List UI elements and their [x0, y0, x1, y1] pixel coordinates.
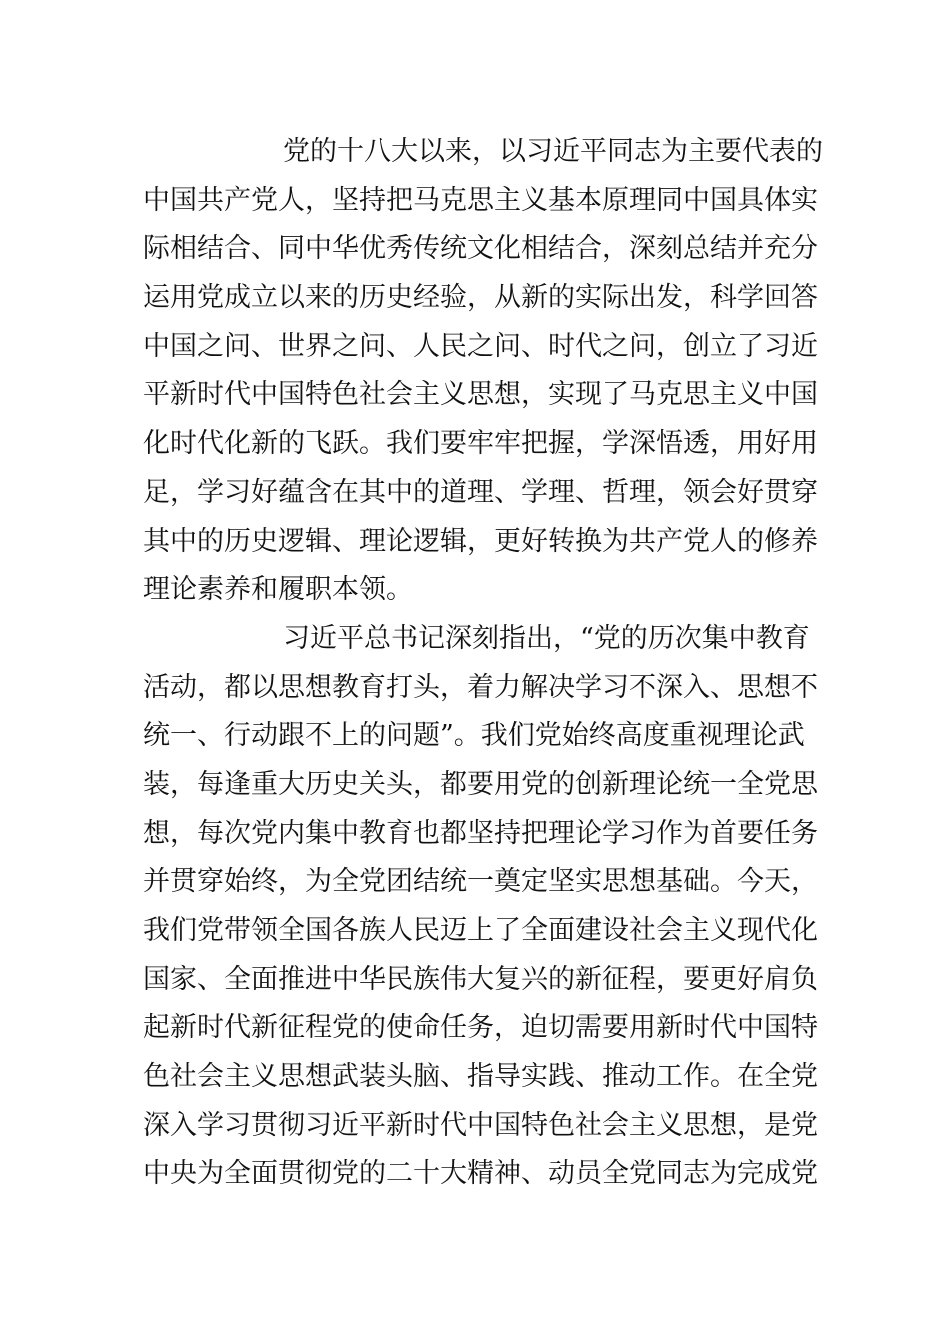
text-line: 活动，都以思想教育打头，着力解决学习不深入、思想不 — [143, 671, 818, 703]
text-line: 其中的历史逻辑、理论逻辑，更好转换为共产党人的修养 — [143, 525, 818, 557]
text-line: 化时代化新的飞跃。我们要牢牢把握，学深悟透，用好用 — [143, 428, 818, 460]
text-line: 中国之问、世界之问、人民之问、时代之问，创立了习近 — [143, 330, 818, 362]
paragraph-1 — [143, 128, 823, 615]
text-line: 中央为全面贯彻党的二十大精神、动员全党同志为完成党 — [143, 1158, 818, 1190]
text-line: 足，学习好蕴含在其中的道理、学理、哲理，领会好贯穿 — [143, 476, 818, 508]
text-line: 色社会主义思想武装头脑、指导实践、推动工作。在全党 — [143, 1061, 818, 1093]
text-line: 运用党成立以来的历史经验，从新的实际出发，科学回答 — [143, 282, 818, 314]
text-line: 我们党带领全国各族人民迈上了全面建设社会主义现代化 — [143, 915, 818, 946]
text-line: 国家、全面推进中华民族伟大复兴的新征程，要更好肩负 — [143, 963, 818, 995]
text-line: 深入学习贯彻习近平新时代中国特色社会主义思想，是党 — [143, 1109, 818, 1141]
text-line: 平新时代中国特色社会主义思想，实现了马克思主义中国 — [143, 379, 818, 411]
text-line: 起新时代新征程党的使命任务，迫切需要用新时代中国特 — [143, 1012, 818, 1044]
text-line: 党的十八大以来，以习近平同志为主要代表的 — [283, 136, 823, 167]
text-line: 统一、行动跟不上的问题”。我们党始终高度重视理论武 — [143, 720, 805, 752]
document-body — [143, 128, 823, 1199]
text-line: 中国共产党人，坚持把马克思主义基本原理同中国具体实 — [143, 184, 818, 216]
text-line: 际相结合、同中华优秀传统文化相结合，深刻总结并充分 — [143, 233, 818, 265]
text-line: 理论素养和履职本领。 — [143, 574, 413, 606]
text-line: 装，每逢重大历史关头，都要用党的创新理论统一全党思 — [143, 768, 818, 800]
paragraph-2 — [143, 615, 818, 1199]
text-line: 习近平总书记深刻指出，“党的历次集中教育 — [283, 622, 810, 654]
text-line: 并贯穿始终，为全党团结统一奠定坚实思想基础。今天， — [143, 866, 818, 898]
text-line: 想，每次党内集中教育也都坚持把理论学习作为首要任务 — [143, 817, 818, 849]
